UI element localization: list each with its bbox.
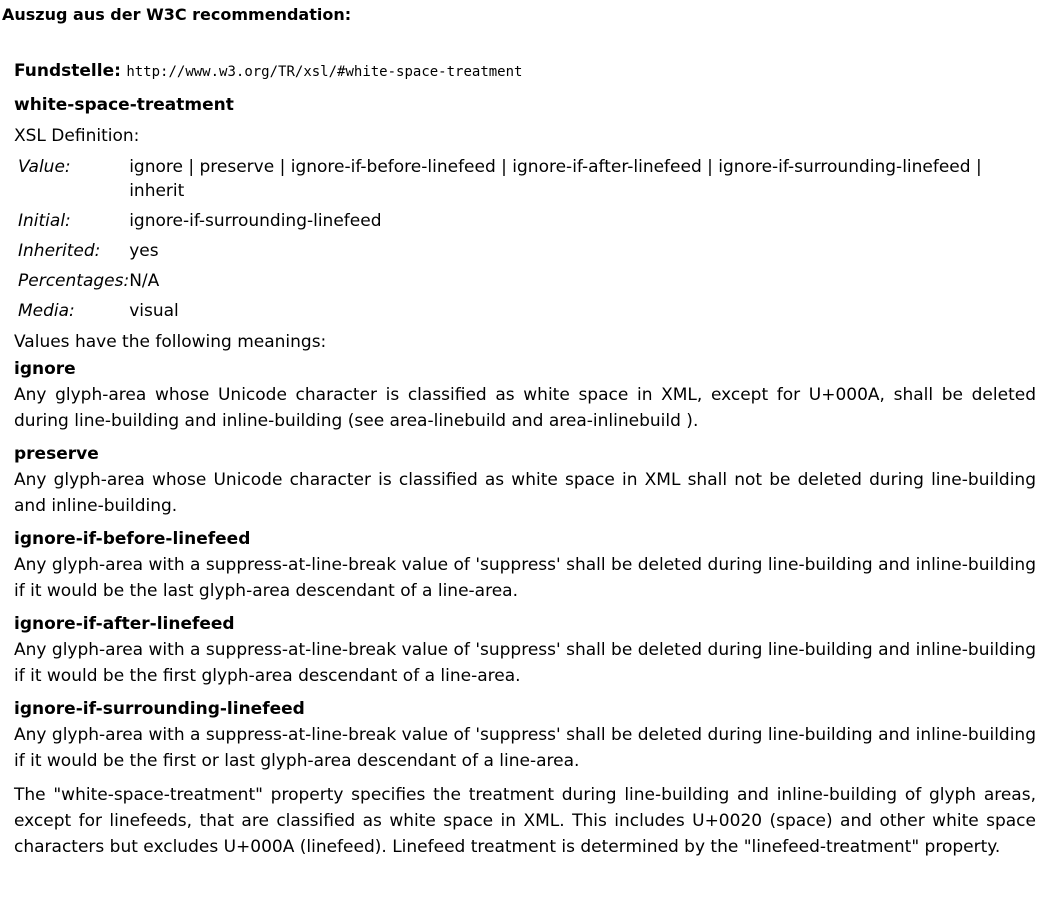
definition-row-media [14, 299, 1009, 329]
source-label: Fundstelle: [14, 61, 121, 81]
definition-key: Media: [18, 301, 75, 321]
page-title: Auszug aus der W3C recommendation: [2, 5, 352, 24]
value-term-ignore-if-surrounding-linefeed: ignore-if-surrounding-linefeed [14, 699, 305, 719]
property-name-heading: white-space-treatment [14, 95, 234, 115]
definition-key: Percentages: [18, 271, 130, 291]
definition-value: yes [129, 241, 159, 261]
definition-value: visual [129, 301, 179, 321]
definition-row-value [14, 155, 1009, 209]
definition-label: XSL Definition: [14, 126, 140, 146]
value-description-ignore-if-surrounding-linefeed: Any glyph-area with a suppress-at-line-break value of 'suppress' shall be deleted during line-building and inline-building if it would be the first or last glyph-area descendant of a line-area. [14, 725, 1036, 771]
document-body [14, 58, 1036, 860]
value-term-ignore-if-after-linefeed: ignore-if-after-linefeed [14, 614, 235, 634]
value-term-ignore-if-before-linefeed: ignore-if-before-linefeed [14, 529, 251, 549]
definition-value: ignore-if-surrounding-linefeed [129, 211, 382, 231]
value-description-ignore-if-before-linefeed: Any glyph-area with a suppress-at-line-break value of 'suppress' shall be deleted during line-building and inline-building if it would be the last glyph-area descendant of a line-area. [14, 555, 1036, 601]
value-description-ignore-if-after-linefeed: Any glyph-area with a suppress-at-line-break value of 'suppress' shall be deleted during line-building and inline-building if it would be the first glyph-area descendant of a line-area. [14, 640, 1036, 686]
value-term-preserve: preserve [14, 444, 99, 464]
value-term-ignore: ignore [14, 359, 76, 379]
definition-key: Inherited: [18, 241, 101, 261]
definition-value: N/A [129, 271, 160, 291]
closing-paragraph: The "white-space-treatment" property specifies the treatment during line-building and inline-building of glyph areas, except for linefeeds, that are classified as white space in XML. This includes U+0020 (space) and other white space characters but excludes U+000A (linefeed). Linefeed treatment is determined by the "linefeed-treatment" property. [14, 785, 1036, 857]
definition-row-inherited [14, 239, 1009, 269]
definition-value: ignore | preserve | ignore-if-before-linefeed | ignore-if-after-linefeed | ignore-if-surrounding-linefeed | inherit [129, 157, 982, 201]
definition-table [14, 155, 1009, 329]
source-url: http://www.w3.org/TR/xsl/#white-space-treatment [126, 64, 523, 80]
value-description-ignore: Any glyph-area whose Unicode character is classified as white space in XML, except for U+000A, shall be deleted during line-building and inline-building (see area-linebuild and area-inlinebuild ). [14, 385, 1036, 431]
definition-key: Initial: [18, 211, 71, 231]
source-reference [14, 58, 1036, 84]
definition-row-initial [14, 209, 1009, 239]
definition-row-percentages [14, 269, 1009, 299]
value-description-preserve: Any glyph-area whose Unicode character is classified as white space in XML shall not be deleted during line-building and inline-building. [14, 470, 1036, 516]
definition-key: Value: [18, 157, 71, 177]
meanings-intro: Values have the following meanings: [14, 332, 327, 352]
